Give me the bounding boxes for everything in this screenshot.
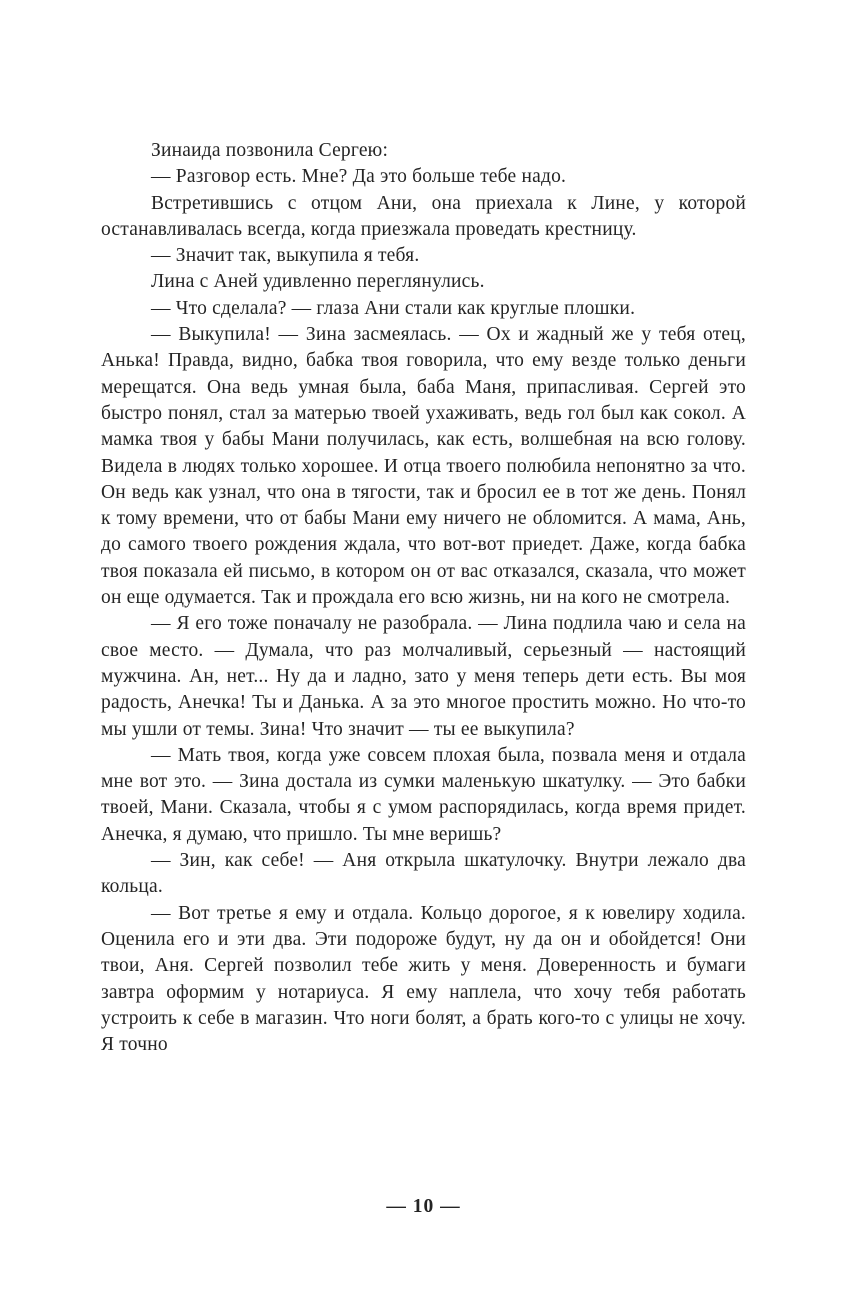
paragraph: — Выкупила! — Зина засмеялась. — Ох и жадный же у тебя отец, Анька! Правда, видно, бабка твоя говорила, что ему везде только деньги мерещатся. Она ведь умная была, баба Маня, припасливая. Сергей это быстро понял, стал за матерью твоей ухаживать, ведь гол был как сокол. А мамка твоя у бабы Мани получилась, как есть, волшебная на всю голову. Видела в людях только хорошее. И отца твоего полюбила непонятно за что. Он ведь как узнал, что она в тягости, так и бросил ее в тот же день. Понял к тому времени, что от бабы Мани ему ничего не обломится. А мама, Ань, до самого твоего рождения ждала, что вот-вот приедет. Даже, когда бабка твоя показала ей письмо, в котором он от вас отказался, сказала, что может он еще одумается. Так и прождала его всю жизнь, ни на кого не смотрела. <box>101 324 746 609</box>
paragraph: Встретившись с отцом Ани, она приехала к Лине, у которой останавливалась всегда, когда приезжала проведать крестницу. <box>101 192 746 240</box>
paragraph: Зинаида позвонила Сергею: <box>151 140 389 161</box>
paragraph: — Мать твоя, когда уже совсем плохая была, позвала меня и отдала мне вот это. — Зина достала из сумки маленькую шкатулку. — Это бабки твоей, Мани. Сказала, чтобы я с умом распорядилась, когда время придет. Анечка, я думаю, что пришло. Ты мне веришь? <box>101 744 746 845</box>
text-column <box>101 138 746 1058</box>
page-number: — 10 — <box>386 1196 461 1217</box>
paragraph: — Значит так, выкупила я тебя. <box>151 245 420 267</box>
paragraph: — Я его тоже поначалу не разобрала. — Лина подлила чаю и села на свое место. — Думала, что раз молчаливый, серьезный — настоящий мужчина. Ан, нет... Ну да и ладно, зато у меня теперь дети есть. Вы моя радость, Анечка! Ты и Данька. А за это многое простить можно. Но что-то мы ушли от темы. Зина! Что значит — ты ее выкупила? <box>101 613 746 740</box>
paragraph: — Зин, как себе! — Аня открыла шкатулочку. Внутри лежало два кольца. <box>101 850 746 898</box>
paragraph: — Что сделала? — глаза Ани стали как круглые плошки. <box>151 297 636 319</box>
paragraph: — Вот третье я ему и отдала. Кольцо дорогое, я к ювелиру ходила. Оценила его и эти два. Эти подороже будут, ну да он и обойдется! Они твои, Аня. Сергей позволил тебе жить у меня. Доверенность и бумаги завтра оформим у нотариуса. Я ему наплела, что хочу тебя работать устроить к себе в магазин. Что ноги болят, а брать кого-то с улицы не хочу. Я точно <box>101 902 746 1056</box>
paragraph: — Разговор есть. Мне? Да это больше тебе надо. <box>151 166 567 188</box>
paragraph: Лина с Аней удивленно переглянулись. <box>151 271 485 293</box>
